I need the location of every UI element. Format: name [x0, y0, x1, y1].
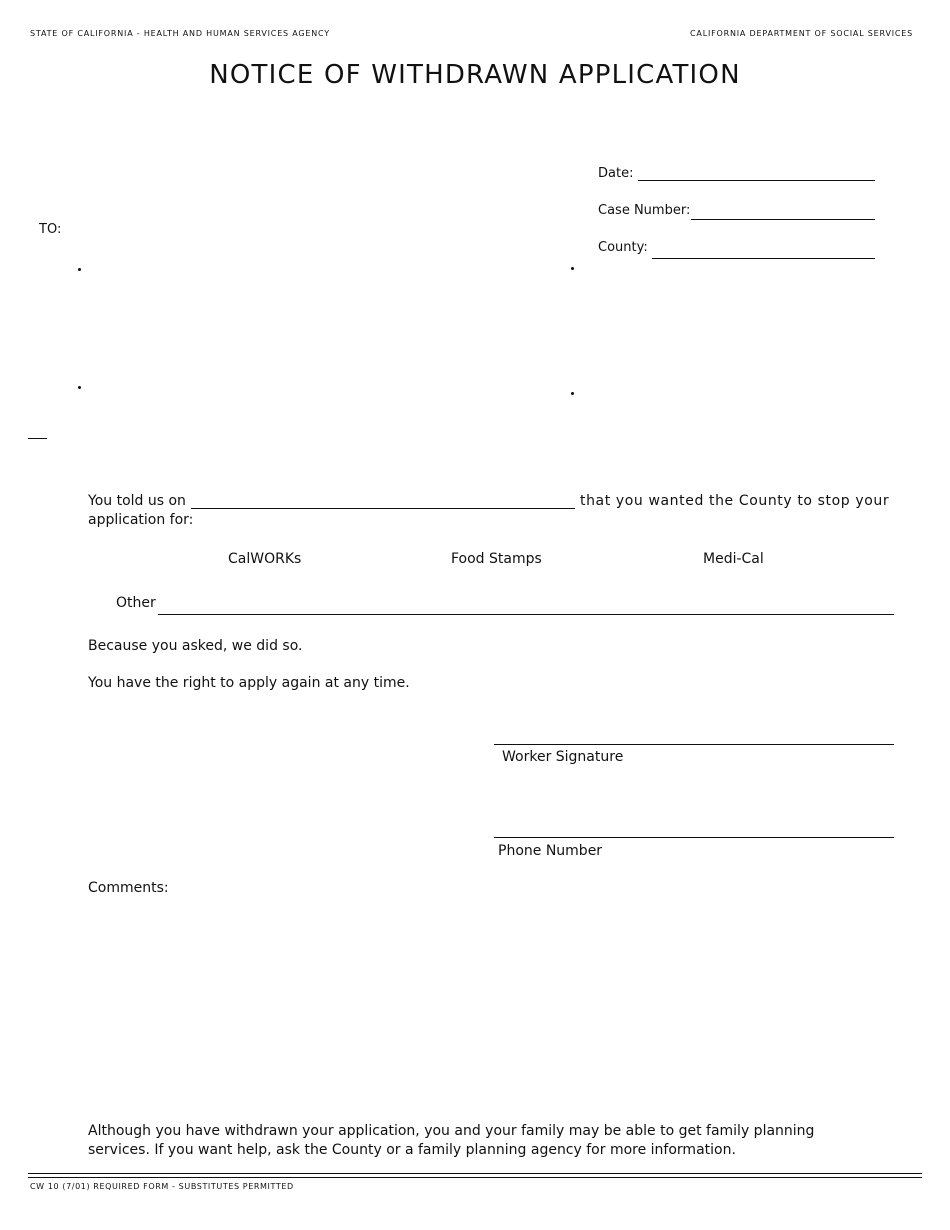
county-label: County:: [598, 240, 648, 255]
address-corner-mark: [78, 268, 81, 271]
worker-signature-line[interactable]: [494, 744, 894, 745]
told-prefix: You told us on: [88, 493, 186, 509]
comments-label: Comments:: [88, 880, 169, 896]
comments-area[interactable]: [88, 902, 894, 1102]
told-line2: application for:: [88, 512, 194, 528]
case-number-label: Case Number:: [598, 203, 691, 218]
phone-number-label: Phone Number: [498, 843, 603, 859]
program-medi-cal: Medi-Cal: [703, 551, 764, 567]
date-label: Date:: [598, 166, 634, 181]
agency-header: STATE OF CALIFORNIA - HEALTH AND HUMAN SERVICES AGENCY: [30, 29, 330, 38]
fold-mark: [28, 438, 47, 439]
other-label: Other: [116, 595, 156, 611]
footer-rule-bottom: [28, 1177, 922, 1178]
address-corner-mark: [571, 392, 574, 395]
told-suffix: that you wanted the County to stop your: [580, 493, 890, 509]
statement-did-so: Because you asked, we did so.: [88, 638, 303, 654]
address-corner-mark: [571, 267, 574, 270]
program-food-stamps: Food Stamps: [451, 551, 542, 567]
statement-apply-again: You have the right to apply again at any time.: [88, 675, 410, 691]
date-field[interactable]: [638, 180, 875, 181]
other-field[interactable]: [158, 614, 894, 615]
form-footer: CW 10 (7/01) REQUIRED FORM - SUBSTITUTES PERMITTED: [30, 1182, 294, 1191]
case-number-field[interactable]: [691, 219, 875, 220]
department-header: CALIFORNIA DEPARTMENT OF SOCIAL SERVICES: [690, 29, 913, 38]
page-title: NOTICE OF WITHDRAWN APPLICATION: [209, 60, 741, 90]
phone-number-line[interactable]: [494, 837, 894, 838]
withdraw-date-field[interactable]: [191, 508, 575, 509]
address-corner-mark: [78, 386, 81, 389]
program-calworks: CalWORKs: [228, 551, 302, 567]
county-field[interactable]: [652, 258, 875, 259]
footer-rule-top: [28, 1173, 922, 1174]
worker-signature-label: Worker Signature: [502, 749, 624, 765]
family-planning-notice: Although you have withdrawn your application, you and your family may be able to get family planning services. If you want help, ask the County or a family planning agency for more information.: [88, 1123, 815, 1158]
to-label: TO:: [39, 222, 62, 237]
